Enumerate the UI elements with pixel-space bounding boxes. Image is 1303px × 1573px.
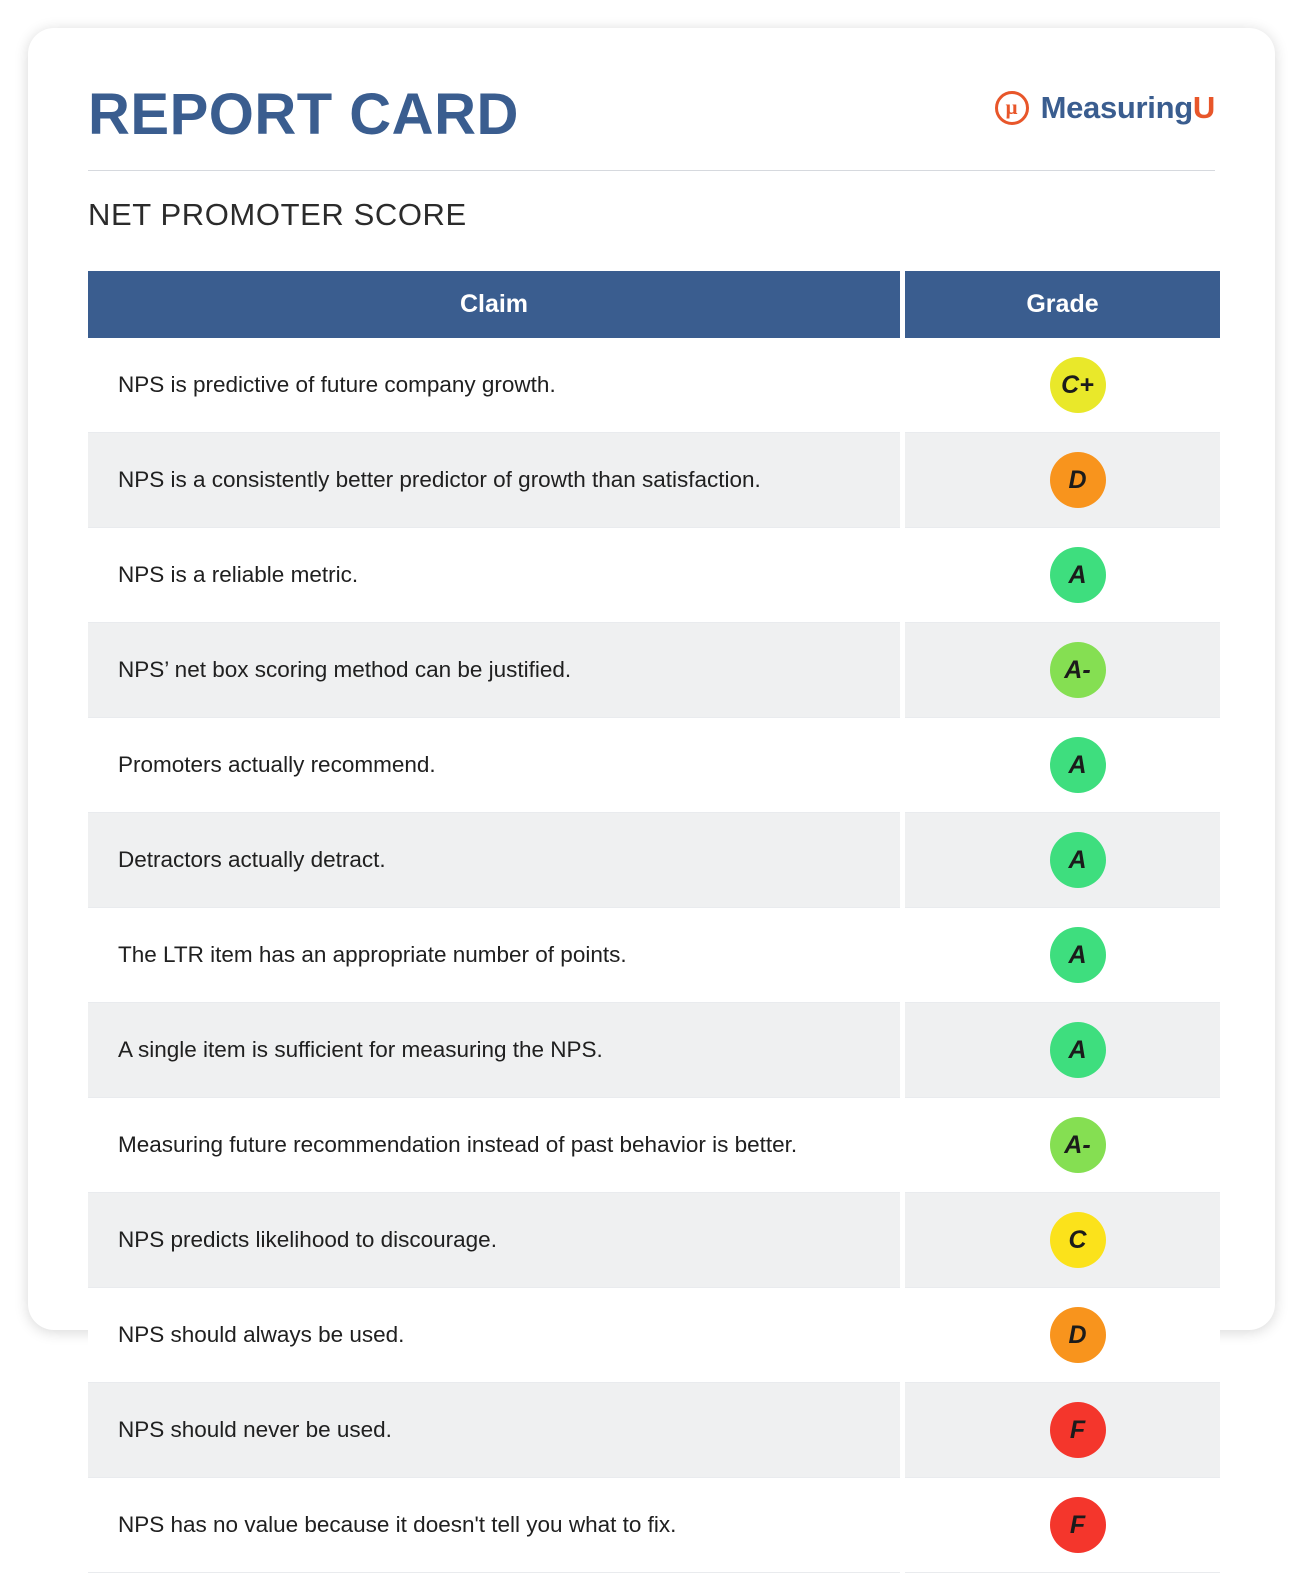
- grade-badge: D: [1050, 1307, 1106, 1363]
- table-body: [88, 338, 1220, 1573]
- claim-text: NPS should always be used.: [88, 1288, 903, 1383]
- column-header-claim: Claim: [88, 271, 903, 338]
- table-row: [88, 813, 1220, 908]
- claim-text: A single item is sufficient for measuring the NPS.: [88, 1003, 903, 1098]
- claim-text: NPS is a reliable metric.: [88, 528, 903, 623]
- claim-text: Detractors actually detract.: [88, 813, 903, 908]
- table-row: [88, 623, 1220, 718]
- brand-name-accent: U: [1192, 90, 1215, 125]
- table-row: [88, 1098, 1220, 1193]
- grade-badge: A-: [1050, 1117, 1106, 1173]
- grade-cell: [903, 1193, 1221, 1288]
- grade-cell: [903, 433, 1221, 528]
- grade-badge: A: [1050, 832, 1106, 888]
- grade-badge: A: [1050, 1022, 1106, 1078]
- page-subtitle: NET PROMOTER SCORE: [88, 197, 467, 232]
- grade-cell: [903, 908, 1221, 1003]
- claim-text: Measuring future recommendation instead of past behavior is better.: [88, 1098, 903, 1193]
- grade-badge: A: [1050, 927, 1106, 983]
- table-header-row: [88, 271, 1220, 338]
- grade-cell: [903, 338, 1221, 433]
- brand-logo: [995, 90, 1215, 126]
- table-row: [88, 1383, 1220, 1478]
- claim-text: NPS’ net box scoring method can be justified.: [88, 623, 903, 718]
- grade-badge: D: [1050, 452, 1106, 508]
- table-row: [88, 433, 1220, 528]
- brand-mark-glyph: µ: [1005, 94, 1018, 119]
- claim-text: NPS predicts likelihood to discourage.: [88, 1193, 903, 1288]
- grade-badge: F: [1050, 1497, 1106, 1553]
- claim-text: The LTR item has an appropriate number of points.: [88, 908, 903, 1003]
- claim-text: NPS is predictive of future company growth.: [88, 338, 903, 433]
- grade-cell: [903, 1098, 1221, 1193]
- table-row: [88, 338, 1220, 433]
- table-row: [88, 1003, 1220, 1098]
- claim-text: NPS has no value because it doesn't tell you what to fix.: [88, 1478, 903, 1573]
- claim-text: Promoters actually recommend.: [88, 718, 903, 813]
- brand-name: [1041, 90, 1215, 126]
- table-row: [88, 718, 1220, 813]
- page-title: REPORT CARD: [88, 82, 519, 147]
- table-row: [88, 1288, 1220, 1383]
- grade-cell: [903, 528, 1221, 623]
- card-header: [28, 28, 1275, 147]
- grade-cell: [903, 623, 1221, 718]
- table-row: [88, 1193, 1220, 1288]
- grade-cell: [903, 1003, 1221, 1098]
- measuringu-logo-icon: [995, 91, 1029, 125]
- brand-name-text: Measuring: [1040, 90, 1193, 125]
- grade-cell: [903, 718, 1221, 813]
- grade-badge: F: [1050, 1402, 1106, 1458]
- header-divider: [88, 170, 1215, 171]
- report-card-table: [88, 271, 1220, 1573]
- report-card: [28, 28, 1275, 1539]
- table-row: [88, 1478, 1220, 1573]
- claim-text: NPS should never be used.: [88, 1383, 903, 1478]
- grade-cell: [903, 1383, 1221, 1478]
- grade-cell: [903, 1478, 1221, 1573]
- claim-text: NPS is a consistently better predictor of growth than satisfaction.: [88, 433, 903, 528]
- grade-cell: [903, 1288, 1221, 1383]
- table-row: [88, 908, 1220, 1003]
- grade-badge: C+: [1050, 357, 1106, 413]
- grade-badge: A: [1050, 737, 1106, 793]
- column-header-grade: Grade: [903, 271, 1221, 338]
- grade-badge: A: [1050, 547, 1106, 603]
- table-row: [88, 528, 1220, 623]
- grade-cell: [903, 813, 1221, 908]
- grade-badge: A-: [1050, 642, 1106, 698]
- grade-badge: C: [1050, 1212, 1106, 1268]
